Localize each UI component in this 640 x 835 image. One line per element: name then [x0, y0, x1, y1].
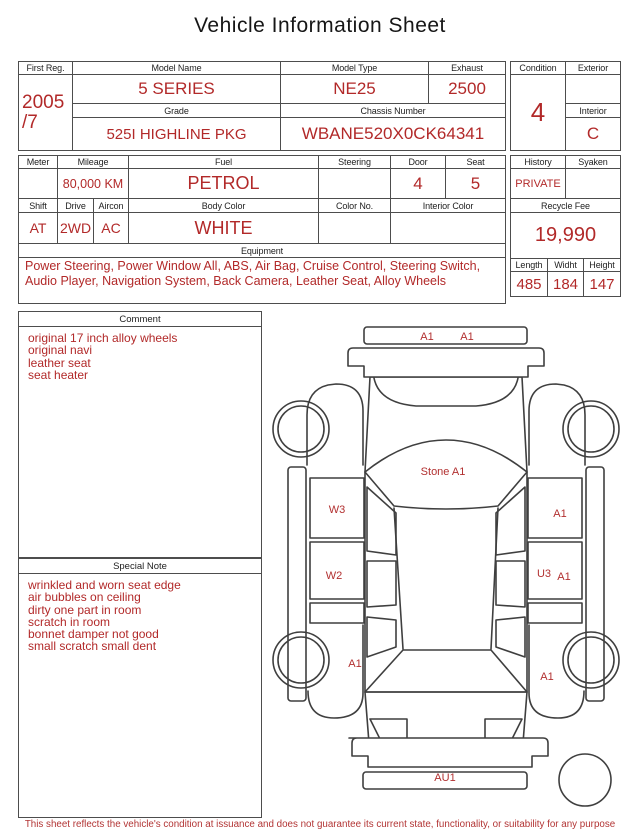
grade-value: 525I HIGHLINE PKG [73, 118, 281, 151]
damage-marker: A1 [348, 658, 362, 670]
side-sill-left [288, 467, 306, 701]
color-no-value [319, 213, 391, 244]
comment-body [19, 327, 261, 386]
equipment-value: Power Steering, Power Window All, ABS, Air Bag, Cruise Control, Steering Switch, Audio Player, Navigation System, Back Camera, Leather Seat, Alloy Wheels [19, 258, 506, 304]
first-reg-value [19, 75, 73, 151]
wheel-front-left-inner [278, 406, 324, 452]
damage-marker: A1 [460, 331, 474, 343]
damage-marker: A1 [540, 671, 554, 683]
seat-value: 5 [446, 169, 506, 199]
shift-value: AT [19, 213, 58, 244]
page-title: Vehicle Information Sheet [194, 14, 446, 37]
body-color-label: Body Color [129, 199, 319, 213]
history-fee-table [510, 155, 621, 297]
exterior-label: Exterior [566, 62, 621, 75]
history-label: History [511, 156, 566, 169]
wheel-front-right-inner [568, 406, 614, 452]
front-bumper [348, 348, 544, 377]
aircon-label: Aircon [94, 199, 129, 213]
shift-label: Shift [19, 199, 58, 213]
width-value: 184 [548, 272, 584, 297]
body-color-value: WHITE [129, 213, 319, 244]
recycle-fee-label: Recycle Fee [511, 199, 621, 213]
fuel-label: Fuel [129, 156, 319, 169]
mileage-value: 80,000 KM [58, 169, 129, 199]
model-type-label: Model Type [281, 62, 429, 75]
side-window-rear-right [496, 561, 525, 607]
comment-line: original navi [28, 343, 93, 358]
wheel-rear-right [563, 632, 619, 688]
rear-bumper [349, 738, 548, 767]
damage-marker: W2 [325, 570, 343, 582]
interior-color-value [391, 213, 506, 244]
chassis-number-value: WBANE520X0CK64341 [281, 118, 506, 151]
special-note-line: scratch in room [28, 614, 111, 629]
fuel-value: PETROL [129, 169, 319, 199]
model-type-value: NE25 [281, 75, 429, 104]
history-value: PRIVATE [511, 169, 566, 199]
door-value: 4 [391, 169, 446, 199]
rear-fender-right [529, 625, 584, 718]
hood-cowl-line [374, 378, 518, 406]
grade-label: Grade [73, 104, 281, 118]
special-note-label: Special Note [19, 559, 261, 574]
quarter-panel-right [528, 603, 582, 623]
special-note-line: wrinkled and worn seat edge [28, 578, 181, 592]
interior-color-label: Interior Color [391, 199, 506, 213]
damage-marker: W3 [328, 504, 346, 516]
vehicle-identity-table [18, 61, 506, 151]
rear-fender-left [308, 625, 363, 718]
special-note-line: bonnet damper not good [28, 627, 159, 642]
damage-marker: U3 [536, 568, 552, 580]
recycle-fee-value: 19,990 [511, 213, 621, 259]
comment-label: Comment [19, 312, 261, 327]
interior-label: Interior [566, 104, 621, 118]
comment-line: seat heater [28, 367, 89, 382]
width-label: Widht [548, 259, 584, 272]
color-no-label: Color No. [319, 199, 391, 213]
special-note-box [18, 558, 262, 818]
syaken-label: Syaken [566, 156, 621, 169]
mileage-label: Mileage [58, 156, 129, 169]
damage-marker: AU1 [434, 772, 456, 784]
condition-label: Condition [511, 62, 566, 75]
rear-window [365, 650, 527, 692]
exhaust-label: Exhaust [429, 62, 506, 75]
side-window-rear-left [367, 561, 396, 607]
length-label: Length [511, 259, 548, 272]
door-label: Door [391, 156, 446, 169]
car-damage-diagram [270, 315, 630, 815]
wheel-rear-left-inner [278, 637, 324, 683]
damage-marker: A1 [420, 331, 434, 343]
comment-box [18, 311, 262, 558]
steering-value [319, 169, 391, 199]
height-label: Height [584, 259, 621, 272]
spare-tire [559, 754, 611, 806]
wheel-front-right [563, 401, 619, 457]
drive-value: 2WD [58, 213, 94, 244]
exterior-value [566, 75, 621, 104]
height-value: 147 [584, 272, 621, 297]
quarter-window-right [496, 617, 525, 657]
first-reg-month: /7 [22, 111, 38, 133]
exhaust-value: 2500 [429, 75, 506, 104]
quarter-window-left [367, 617, 396, 657]
drive-label: Drive [58, 199, 94, 213]
special-note-body [19, 574, 261, 658]
meter-value [19, 169, 58, 199]
seat-label: Seat [446, 156, 506, 169]
wheel-rear-left [273, 632, 329, 688]
equipment-label: Equipment [19, 244, 506, 258]
special-note-line: air bubbles on ceiling [28, 590, 141, 605]
first-reg-label: First Reg. [19, 62, 73, 75]
disclaimer-text: This sheet reflects the vehicle's condition at issuance and does not guarantee its current state, functionality, or suitability for any purpose [24, 819, 616, 830]
model-name-label: Model Name [73, 62, 281, 75]
wheel-rear-right-inner [568, 637, 614, 683]
aircon-value: AC [94, 213, 129, 244]
meter-label: Meter [19, 156, 58, 169]
model-name-value: 5 SERIES [73, 75, 281, 104]
condition-table [510, 61, 621, 151]
damage-marker: A1 [557, 571, 571, 583]
first-reg-year: 2005 [22, 91, 65, 113]
damage-marker: A1 [553, 508, 567, 520]
comment-line: original 17 inch alloy wheels [28, 331, 178, 345]
wheel-front-left [273, 401, 329, 457]
quarter-panel-left [310, 603, 364, 623]
special-note-line: small scratch small dent [28, 639, 157, 654]
roof-edge-right [491, 508, 498, 649]
comment-line: leather seat [28, 355, 91, 370]
special-note-line: dirty one part in room [28, 602, 142, 617]
length-value: 485 [511, 272, 548, 297]
side-sill-right [586, 467, 604, 701]
interior-value: C [566, 118, 621, 151]
steering-label: Steering [319, 156, 391, 169]
chassis-number-label: Chassis Number [281, 104, 506, 118]
syaken-value [566, 169, 621, 199]
condition-value: 4 [511, 75, 566, 151]
damage-marker: Stone A1 [420, 466, 466, 478]
vehicle-specs-table [18, 155, 506, 304]
front-top-strip [364, 327, 527, 344]
